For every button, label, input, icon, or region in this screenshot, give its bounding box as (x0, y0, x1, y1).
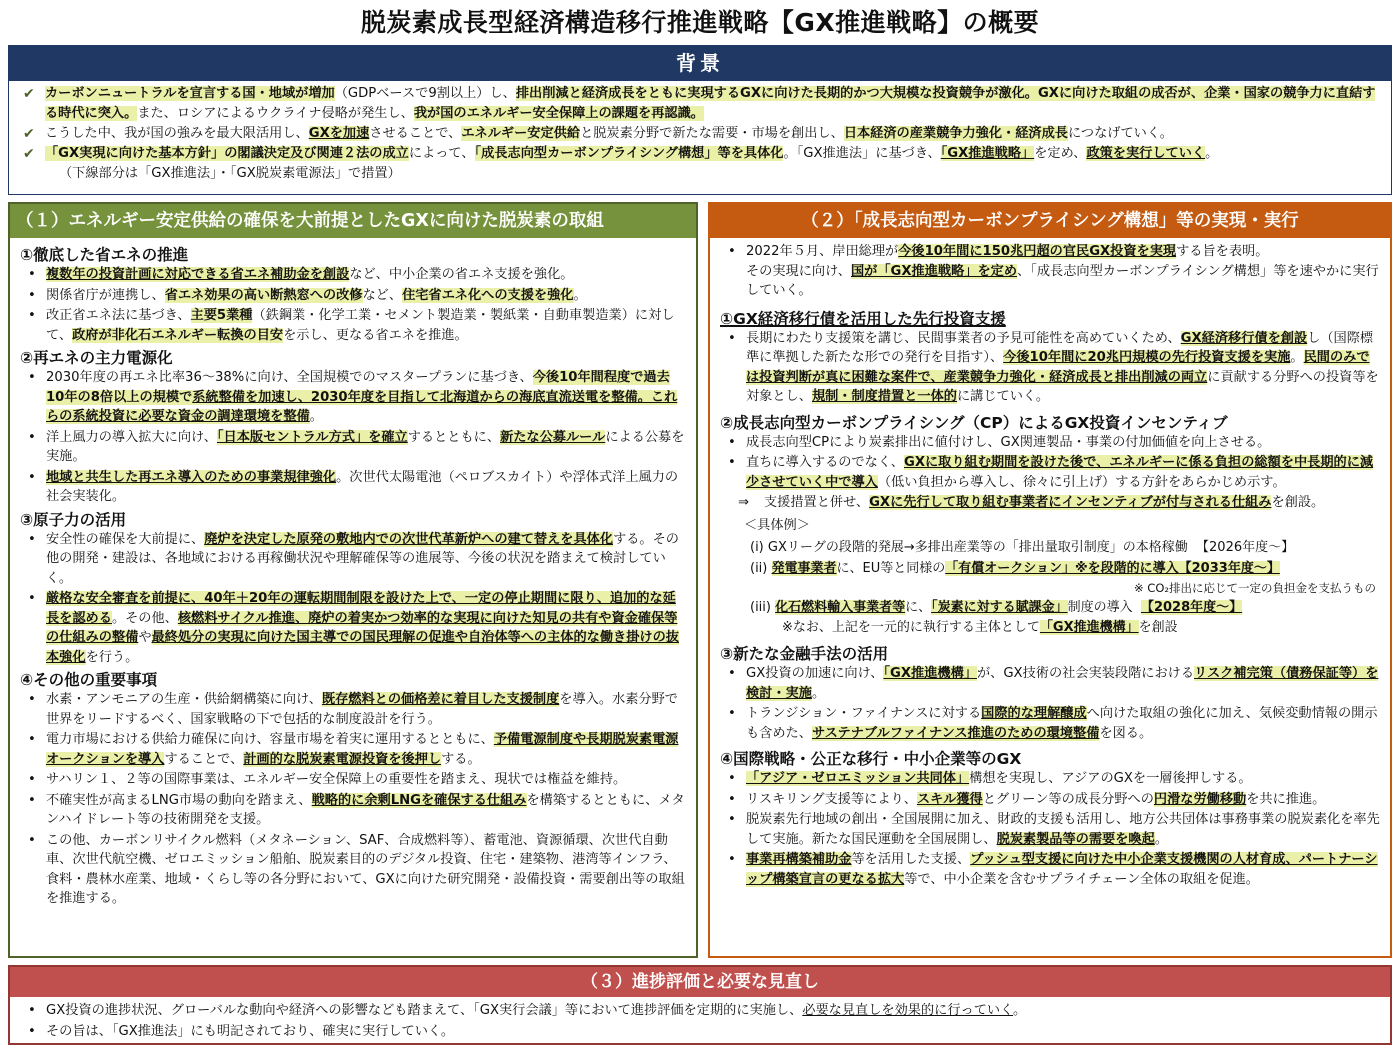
list-item: • 関係省庁が連携し、省エネ効果の高い断熱窓への改修など、住宅省エネ化への支援を強化。 (20, 286, 688, 306)
list-item: • 成長志向型CPにより炭素排出に値付けし、GX関連製品・事業の付加価値を向上させる。 (720, 433, 1382, 453)
page-title: 脱炭素成長型経済構造移行推進戦略【GX推進戦略】の概要 (360, 8, 1040, 37)
bullet-icon: • (28, 832, 36, 848)
double-arrow-icon: ⇒ (738, 495, 750, 510)
background-panel (8, 45, 1392, 195)
list-item: • 改正省エネ法に基づき、主要5業種（鉄鋼業・化学工業・セメント製造業・製紙業・自動車製造業）に対して、政府が非化石エネルギー転換の目安を示し、更なる省エネを推進。 (28, 308, 675, 343)
bullet-icon: • (28, 772, 36, 787)
bullet-icon: • (28, 469, 36, 485)
section-nuclear-title: ③原子力の活用 (20, 510, 127, 529)
list-item: • GX投資の加速に向け、「GX推進機構」が、GX技術の社会実装段階におけるリスク補完策（債務保証等）を検討・実施。 (728, 666, 1379, 701)
bullet-icon: • (28, 591, 36, 606)
section-international-title: ④国際戦略・公正な移行・中小企業等のGX (720, 750, 1022, 768)
list-item: • 安全性の確保を大前提に、廃炉を決定した原発の敷地内での次世代革新炉への建て替えを具体化する。その他の開発・建設は、各地域における再稼働状況や理解確保等の進展等、今後の状況を踏まえて検討していく。 (28, 531, 679, 586)
left-header: （１）エネルギー安定供給の確保を大前提としたGXに向けた脱炭素の取組 (10, 204, 696, 238)
list-item: • 直ちに導入するのでなく、GXに取り組む期間を設けた後で、エネルギーに係る負担の総額を中長期的に減少させていく中で導入（低い負担から導入し、徐々に引上げ）する方針をあらかじめ示す。 (728, 455, 1374, 490)
list-item: • 不確実性が高まるLNG市場の動向を踏まえ、戦略的に余剰LNGを確保する仕組みを構築するとともに、メタンハイドレート等の技術開発を支援。 (28, 792, 685, 827)
list-item: • 洋上風力の導入拡大に向け、「日本版セントラル方式」を確立するとともに、新たな公募ルールによる公募を実施。 (28, 429, 685, 464)
list-item: • リスキリング支援等により、スキル獲得とグリーン等の成長分野への円滑な労働移動を共に推進。 (720, 790, 1382, 810)
background-note: （下線部分は「GX推進法」・「GX脱炭素電源法」で措置） (59, 166, 401, 181)
bullet-icon: • (728, 771, 736, 786)
bullet-icon: • (28, 267, 36, 282)
section-carbon-pricing-title: ②成長志向型カーボンプライシング（CP）によるGX投資インセンティブ (720, 413, 1228, 432)
right-body (710, 238, 1390, 889)
bullet-icon: • (28, 1023, 36, 1039)
example-item: (ii) 発電事業者に、EU等と同様の「有償オークション」※を段階的に導入【2033年度～】 (750, 561, 1280, 576)
bullet-icon: • (728, 812, 736, 827)
background-line-2: ✔ こうした中、我が国の強みを最大限活用し、GXを加速させることで、エネルギー安定供給と脱炭素分野で新たな需要・市場を創出し、日本経済の産業競争力強化・経済成長につなげていく。 (23, 126, 1173, 142)
background-header: 背景 (9, 46, 1391, 81)
section-gx-bond-title: ①GX経済移行債を活用した先行投資支援 (720, 309, 1006, 328)
example-item: (iii) 化石燃料輸入事業者等に、「炭素に対する賦課金」制度の導入 【2028年度～】 (750, 600, 1243, 615)
bullet-icon: • (28, 531, 36, 547)
bullet-icon: • (28, 287, 36, 303)
right-header: （２）「成長志向型カーボンプライシング構想」等の実現・実行 (710, 204, 1390, 238)
bullet-icon: • (728, 455, 736, 470)
list-item: • 脱炭素先行地域の創出・全国展開に加え、財政的支援も活用し、地方公共団体は事務事業の脱炭素化を率先して実施。新たな国民運動を全国展開し、脱炭素製品等の需要を喚起。 (728, 812, 1380, 847)
background-line-1: ✔ カーボンニュートラルを宣言する国・地域が増加（GDPベースで9割以上）し、排出削減と経済成長をともに実現するGXに向けた長期的かつ大規模な投資競争が激化。GXに向けた取組の成否が、企業・国家の競争力に直結する時代に突入。また、ロシアによるウクライナ侵略が発生し、我が国のエネルギー安全保障上の課題を再認識。 (23, 86, 1376, 121)
list-item: • 電力市場における供給力確保に向け、容量市場を着実に運用するとともに、予備電源制度や長期脱炭素電源オークションを導入することで、計画的な脱炭素電源投資を後押しする。 (28, 732, 679, 767)
bullet-icon: • (728, 666, 736, 681)
bullet-icon: • (28, 429, 36, 445)
list-item: • 2030年度の再エネ比率36～38%に向け、全国規模でのマスタープランに基づき、今後10年間程度で過去10年の8倍以上の規模で系統整備を加速し、2030年度を目指して北海道からの海底直流送電を整備。これらの系統投資に必要な資金の調達環境を整備。 (28, 370, 678, 424)
list-item: • 長期にわたり支援策を講じ、民間事業者の予見可能性を高めていくため、GX経済移行債を創設し（国際標準に準拠した新たな形での発行を目指す）、今後10年間に20兆円規模の先行投資支援を実施。民間のみでは投資判断が真に困難な案件で、産業競争力強化・経済成長と排出削減の両立に貢献する分野への投資等を対象とし、規制・制度措置と一体的に講じていく。 (728, 330, 1379, 404)
check-icon: ✔ (23, 126, 35, 142)
bullet-icon: • (28, 370, 36, 385)
section-energy-saving-title: ①徹底した省エネの推進 (20, 246, 189, 264)
background-body (9, 81, 1391, 184)
check-icon: ✔ (23, 86, 35, 102)
bullet-icon: • (728, 434, 736, 450)
right-panel (708, 202, 1392, 958)
example-note: ※ CO₂排出に応じて一定の負担金を支払うもの (1134, 581, 1376, 595)
list-item: • サハリン１、２等の国際事業は、エネルギー安全保障上の重要性を踏まえ、現状では権益を維持。 (20, 770, 688, 790)
example-note: ※なお、上記を一元的に執行する主体として「GX推進機構」を創設 (782, 620, 1178, 635)
bullet-icon: • (728, 706, 736, 721)
left-body (10, 238, 696, 909)
bullet-icon: • (28, 792, 36, 808)
bullet-icon: • (28, 692, 36, 707)
list-item: • 複数年の投資計画に対応できる省エネ補助金を創設など、中小企業の省エネ支援を強化。 (20, 265, 688, 285)
review-header: （３）進捗評価と必要な見直し (10, 967, 1390, 997)
bullet-icon: • (28, 732, 36, 747)
list-item: • トランジション・ファイナンスに対する国際的な理解醸成へ向けた取組の強化に加え、気候変動情報の開示も含めた、サステナブルファイナンス推進のための環境整備を図る。 (728, 706, 1378, 741)
bullet-icon: • (728, 244, 736, 259)
left-panel (8, 202, 698, 958)
list-item: • その旨は、「GX推進法」にも明記されており、確実に実行していく。 (20, 1022, 1380, 1042)
bullet-icon: • (728, 330, 736, 346)
bullet-icon: • (728, 791, 736, 807)
examples-title: ＜具体例＞ (744, 518, 810, 533)
list-item: • 「アジア・ゼロエミッション共同体」構想を実現し、アジアのGXを一層後押しする。 (720, 769, 1382, 789)
bullet-icon: • (28, 1003, 36, 1018)
list-item: • 事業再構築補助金等を活用した支援、プッシュ型支援に向けた中小企業支援機関の人材育成、パートナーシップ構築宣言の更なる拡大等で、中小企業を含むサプライチェーン全体の取組を促進。 (728, 852, 1378, 887)
section-renewables-title: ②再エネの主力電源化 (20, 349, 173, 367)
list-item: • 水素・アンモニアの生産・供給網構築に向け、既存燃料との価格差に着目した支援制度を導入。水素分野で世界をリードするべく、国家戦略の下で包括的な制度設計を行う。 (28, 692, 678, 727)
check-icon: ✔ (23, 146, 35, 162)
background-line-3: ✔ 「GX実現に向けた基本方針」の閣議決定及び関連２法の成立によって、「成長志向型カーボンプライシング構想」等を具体化。「GX推進法」に基づき、「GX推進戦略」を定め、政策を実行していく。 (23, 146, 1219, 162)
section-finance-title: ③新たな金融手法の活用 (720, 645, 889, 663)
bullet-icon: • (28, 308, 36, 323)
section-other-title: ④その他の重要事項 (20, 671, 158, 689)
list-item: • この他、カーボンリサイクル燃料（メタネーション、SAF、合成燃料等）、蓄電池、資源循環、次世代自動車、次世代航空機、ゼロエミッション船舶、脱炭素目的のデジタル投資、住宅・建築物、港湾等インフラ、食料・農林水産業、地域・くらし等の各分野において、GXに向けた研究開発・設備投資・需要創出等の取組を推進する。 (28, 832, 685, 906)
list-item: • 厳格な安全審査を前提に、40年＋20年の運転期間制限を設けた上で、一定の停止期間に限り、追加的な延長を認める。その他、核燃料サイクル推進、廃炉の着実かつ効率的な実現に向けた知見の共有や資金確保等の仕組みの整備や最終処分の実現に向けた国主導での国民理解の促進や自治体等への主体的な働き掛けの抜本強化を行う。 (28, 591, 679, 665)
review-body (10, 997, 1390, 1041)
list-item: • 2022年５月、岸田総理が今後10年間に150兆円超の官民GX投資を実現する旨を表明。 その実現に向け、国が「GX推進戦略」を定め、「成長志向型カーボンプライシング構想」等を速やかに実行していく。 (728, 244, 1379, 298)
bullet-icon: • (728, 852, 736, 867)
list-item: • GX投資の進捗状況、グローバルな動向や経済への影響なども踏まえて、「GX実行会議」等において進捗評価を定期的に実施し、必要な見直しを効果的に行っていく。 (20, 1001, 1380, 1021)
example-item: (i) GXリーグの段階的発展→多排出産業等の「排出量取引制度」の本格稼働 【2026年度～】 (750, 540, 1295, 555)
review-panel (8, 965, 1392, 1045)
arrow-line: ⇒ 支援措置と併せ、GXに先行して取り組む事業者にインセンティブが付与される仕組みを創設。 (720, 493, 1382, 513)
list-item: • 地域と共生した再エネ導入のための事業規律強化。次世代太陽電池（ペロブスカイト）や浮体式洋上風力の社会実装化。 (28, 469, 679, 504)
